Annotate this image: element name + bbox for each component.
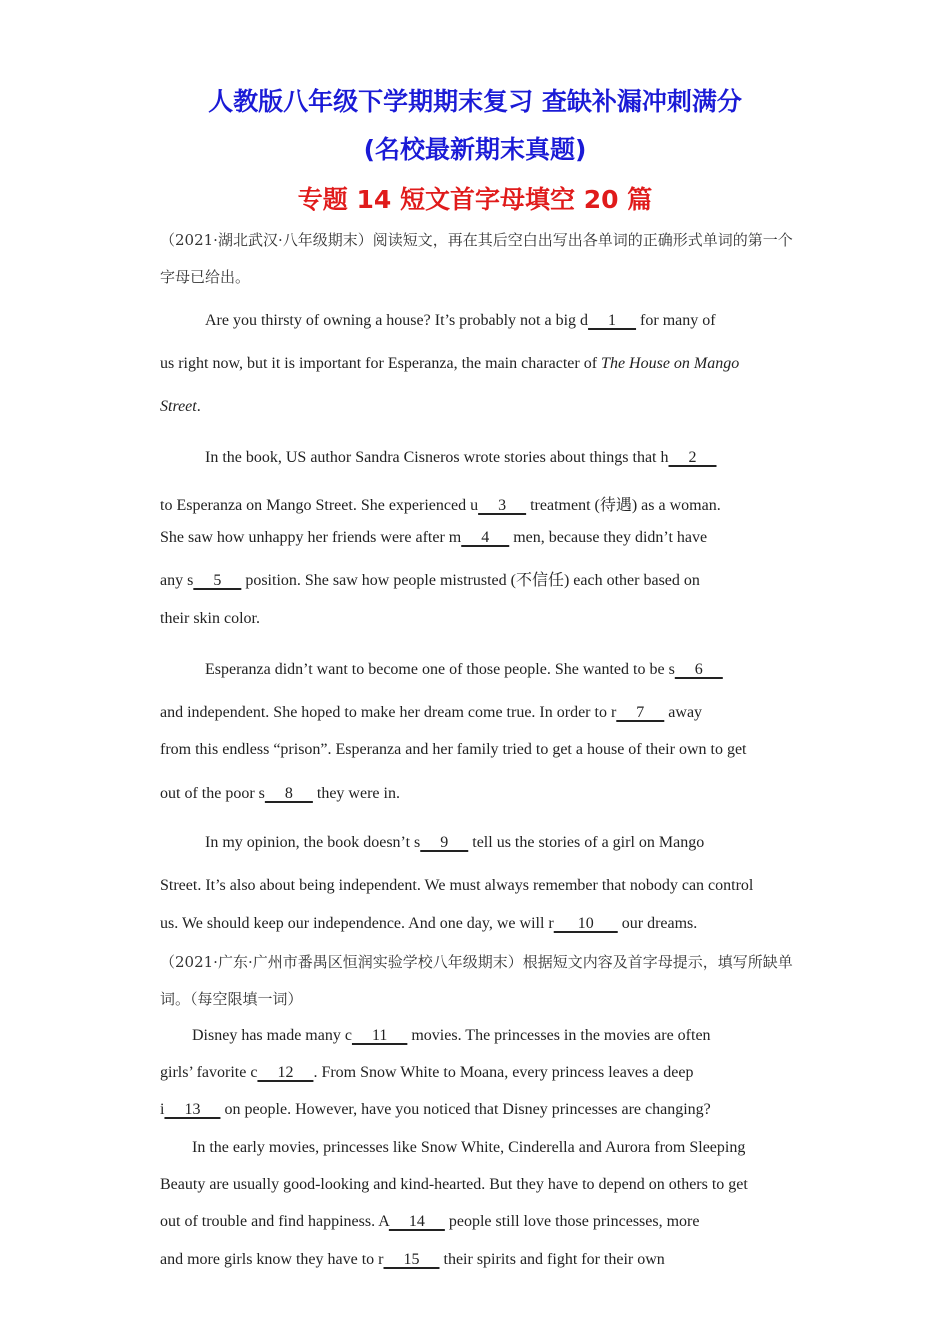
passage1-line: [160, 610, 260, 628]
blank-8: 8: [264, 785, 313, 802]
passage1-line: [160, 567, 700, 590]
text: to Esperanza on Mango Street. She experienced u: [160, 497, 479, 514]
text: Beauty are usually good-looking and kind-hearted. But they have to depend on others to get: [160, 1176, 748, 1193]
text: away: [664, 704, 703, 721]
passage1-line: [205, 449, 717, 467]
passage1-line: [160, 877, 753, 895]
passage1-instructions: （2021·湖北武汉·八年级期末）阅读短文，再在其后空白出写出各单词的正确形式单词的第一个字母已给出。: [160, 231, 793, 286]
blank-4: 4: [461, 529, 510, 546]
passage2-line: [160, 1176, 748, 1194]
passage2-line: [192, 1139, 745, 1157]
passage2-line: [160, 1213, 699, 1231]
blank-14: 14: [388, 1213, 445, 1230]
passage1-line: [160, 492, 721, 515]
topic-heading: 专题 14 短文首字母填空 20 篇: [297, 185, 653, 214]
text: any s: [160, 572, 194, 589]
book-title: The House on Mango: [601, 355, 740, 372]
text: Street. It’s also about being independent. We must always remember that nobody can control: [160, 877, 754, 894]
text: Are you thirsty of owning a house? It’s probably not a big d: [205, 312, 589, 329]
blank-9: 9: [420, 834, 469, 851]
passage1-line: [160, 704, 702, 722]
text: .: [196, 398, 201, 415]
text: us right now, but it is important for Esperanza, the main character of: [160, 355, 602, 372]
passage1-line: [160, 741, 747, 759]
text: from this endless “prison”. Esperanza and her family tried to get a house of their own to get: [160, 741, 747, 758]
text: for many of: [636, 312, 716, 329]
text: people still love those princesses, more: [444, 1213, 700, 1230]
text: their skin color.: [160, 610, 260, 627]
text: their spirits and fight for their own: [439, 1251, 665, 1268]
blank-13: 13: [164, 1101, 221, 1118]
text: She saw how unhappy her friends were after m: [160, 529, 462, 546]
passage1-line: [160, 785, 400, 803]
document-subtitle: (名校最新期末真题): [363, 135, 587, 164]
text: us. We should keep our independence. And one day, we will r: [160, 915, 554, 932]
text: movies. The princesses in the movies are often: [407, 1027, 711, 1044]
text: our dreams.: [617, 915, 698, 932]
text: tell us the stories of a girl on Mango: [468, 834, 705, 851]
blank-12: 12: [257, 1064, 314, 1081]
passage2-line: [160, 1064, 693, 1082]
blank-6: 6: [674, 661, 723, 678]
blank-5: 5: [193, 572, 242, 589]
blank-11: 11: [351, 1027, 408, 1044]
text: girls’ favorite c: [160, 1064, 258, 1081]
passage1-line: [160, 398, 201, 416]
text: Disney has made many c: [192, 1027, 352, 1044]
passage2-line: [160, 1101, 711, 1119]
text: on people. However, have you noticed that Disney princesses are changing?: [220, 1101, 711, 1118]
text: men, because they didn’t have: [509, 529, 708, 546]
text: . From Snow White to Moana, every princess leaves a deep: [313, 1064, 694, 1081]
text: i: [160, 1101, 165, 1118]
passage1-line: [205, 834, 704, 852]
passage1-line: [160, 529, 707, 547]
blank-2: 2: [668, 449, 717, 466]
passage2-line: [192, 1027, 711, 1045]
text: position. She saw how people mistrusted (不信任) each other based on: [241, 572, 700, 589]
passage1-line: [205, 661, 723, 679]
book-title: Street: [160, 398, 197, 415]
blank-15: 15: [383, 1251, 440, 1268]
passage1-line: [205, 312, 716, 330]
passage1-line: [160, 355, 739, 373]
text: treatment (待遇) as a woman.: [526, 497, 721, 514]
text: out of the poor s: [160, 785, 265, 802]
passage1-line: [160, 915, 697, 933]
document-title: 人教版八年级下学期期末复习 查缺补漏冲刺满分: [208, 87, 742, 116]
text: and independent. She hoped to make her dream come true. In order to r: [160, 704, 617, 721]
text: In the early movies, princesses like Snow White, Cinderella and Aurora from Sleeping: [192, 1139, 746, 1156]
text: Esperanza didn’t want to become one of those people. She wanted to be s: [205, 661, 675, 678]
text: In the book, US author Sandra Cisneros wrote stories about things that h: [205, 449, 669, 466]
passage2-line: [160, 1251, 665, 1269]
passage2-instructions: （2021·广东·广州市番禺区恒润实验学校八年级期末）根据短文内容及首字母提示，填写所缺单词。（每空限填一词）: [160, 953, 793, 1008]
text: In my opinion, the book doesn’t s: [205, 834, 421, 851]
text: out of trouble and find happiness. A: [160, 1213, 389, 1230]
blank-3: 3: [478, 497, 527, 514]
blank-1: 1: [588, 312, 637, 329]
text: and more girls know they have to r: [160, 1251, 384, 1268]
blank-7: 7: [616, 704, 665, 721]
text: they were in.: [312, 785, 400, 802]
blank-10: 10: [553, 915, 618, 932]
